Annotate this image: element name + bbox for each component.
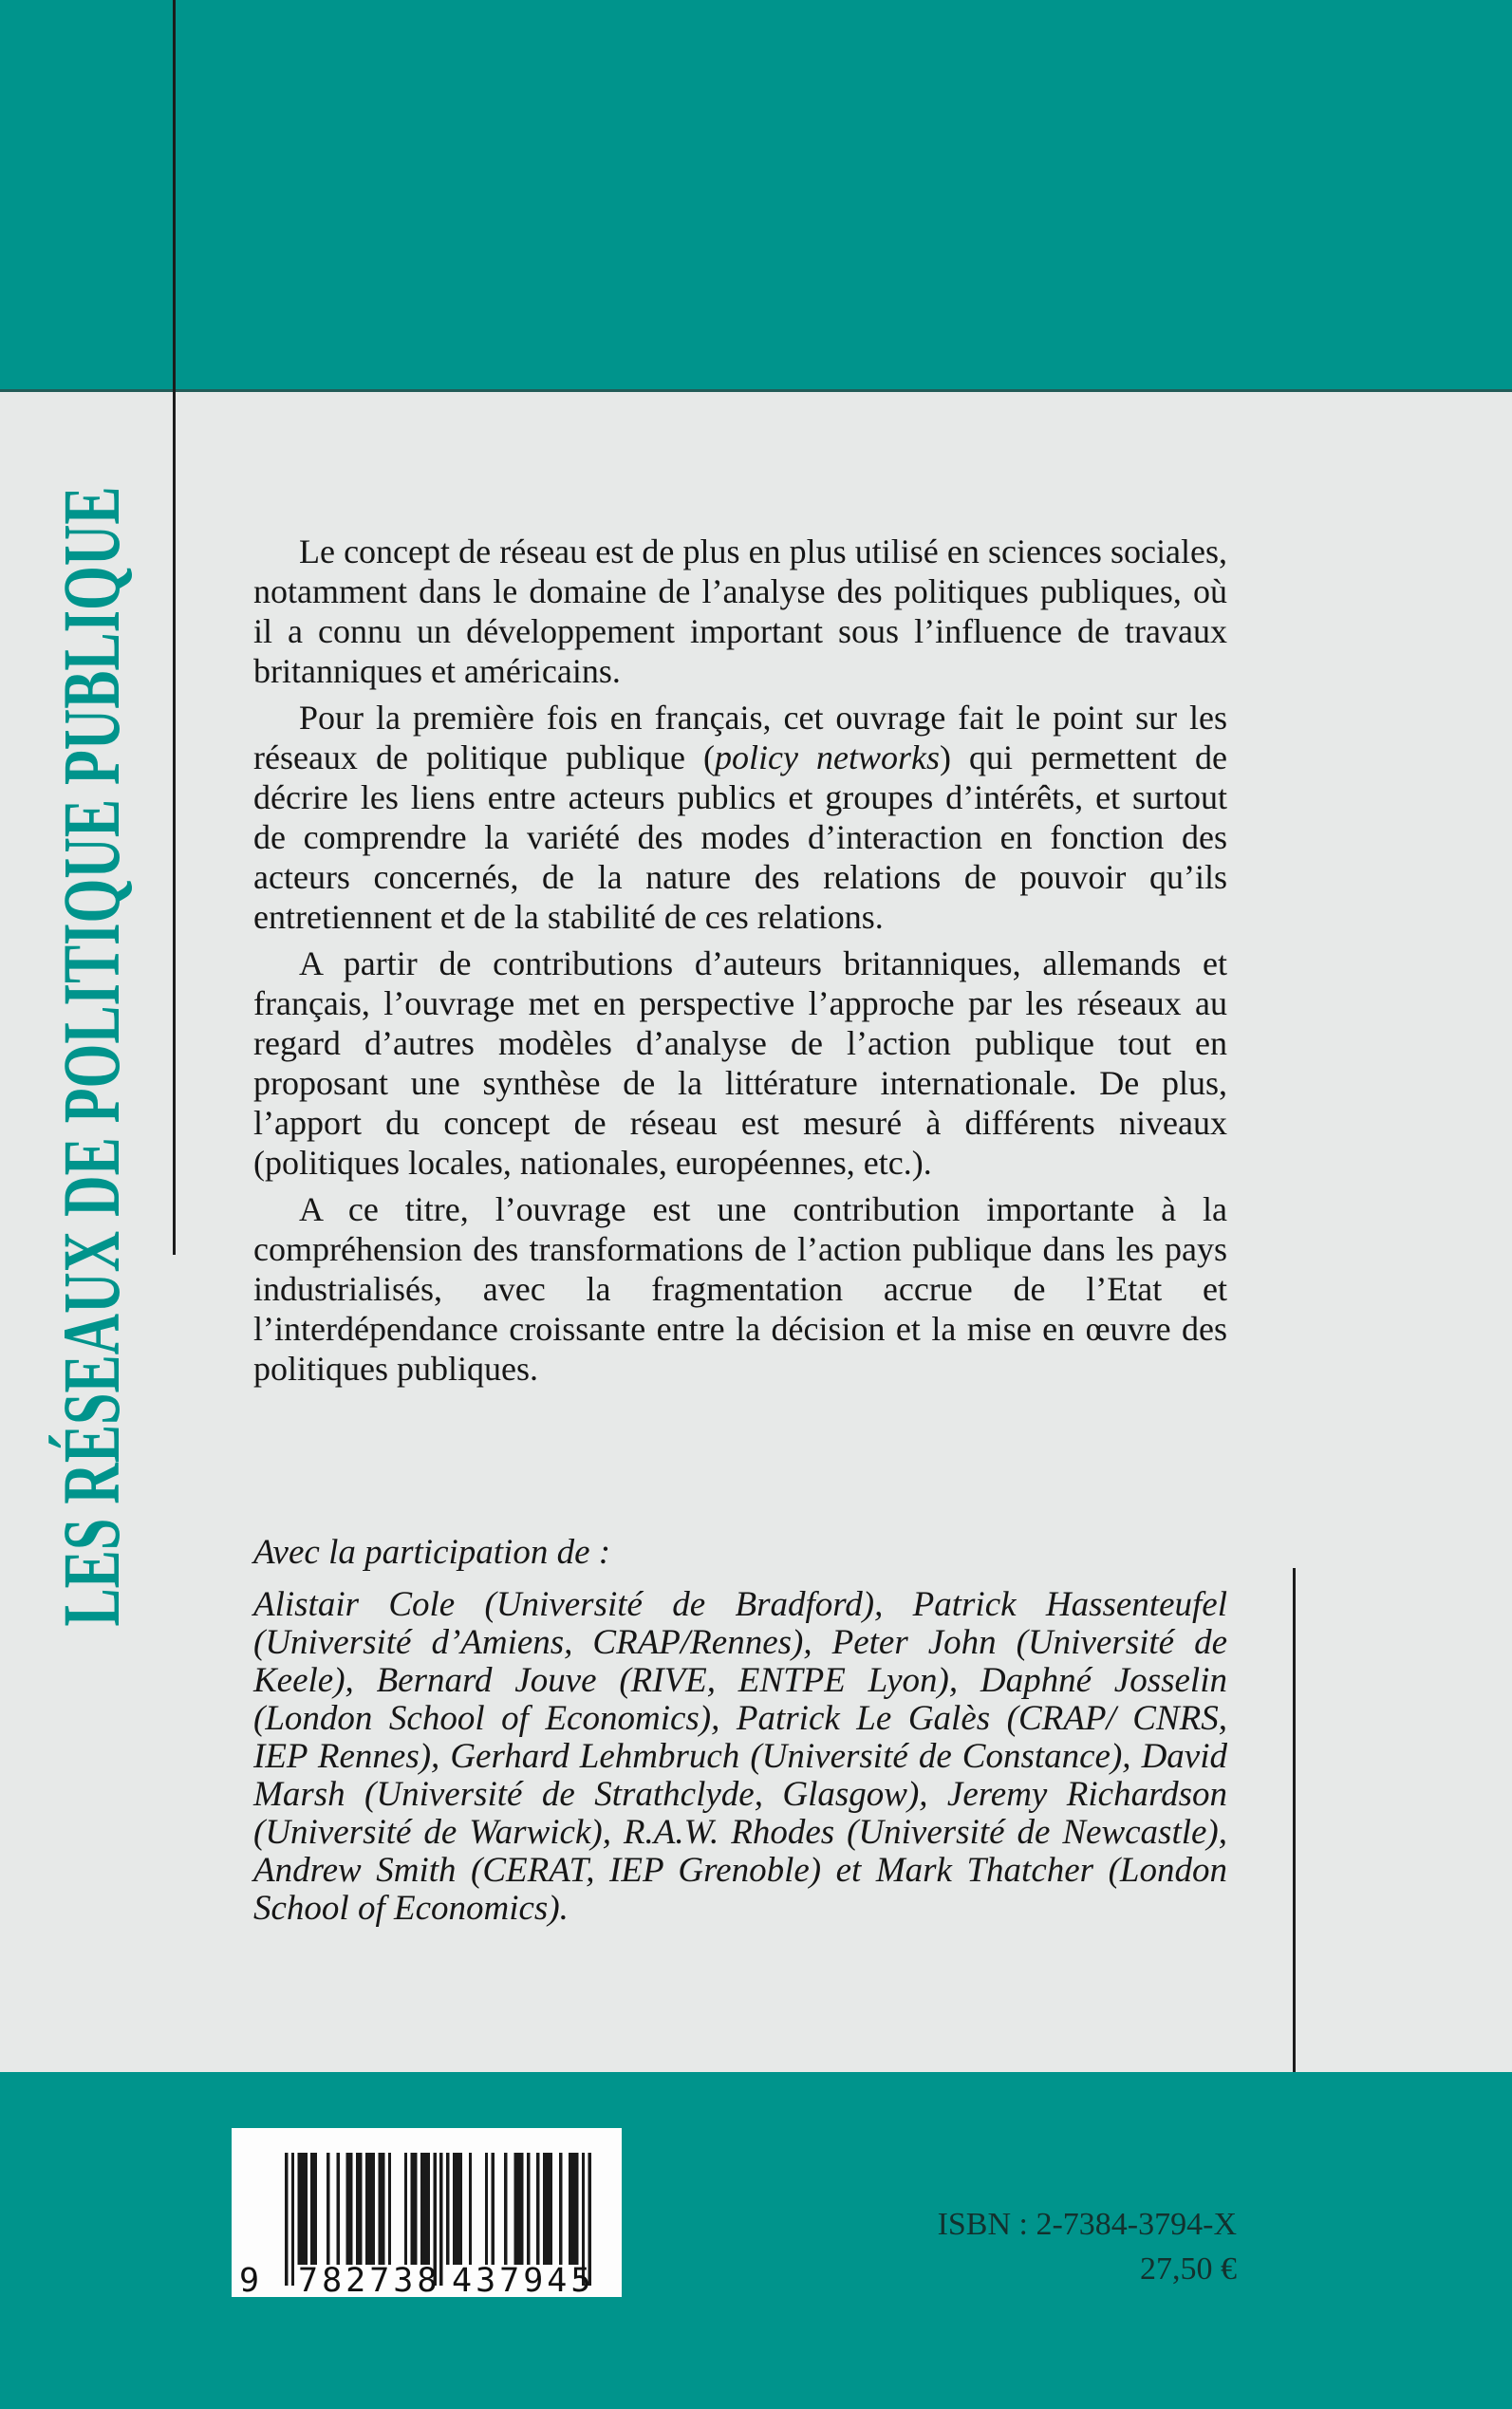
- isbn-text: ISBN : 2-7384-3794-X: [937, 2207, 1237, 2242]
- participants-list: Alistair Cole (Université de Bradford), Patrick Hassenteufel (Université d’Amiens, CRAP/Rennes), Peter John (Université de Keele), Bernard Jouve (RIVE, ENTPE Lyon), Daphné Josselin (London School of Economics), Patrick Le Galès (CRAP/ CNRS, IEP Rennes), Gerhard Lehmbruch (Université de Constance), David Marsh (Université de Strathclyde, Glasgow), Jeremy Richardson (Université de Warwick), R.A.W. Rhodes (Université de Newcastle), Andrew Smith (CERAT, IEP Grenoble) et Mark Thatcher (London School of Economics).: [253, 1585, 1227, 1928]
- paragraph: A ce titre, l’ouvrage est une contribution importante à la compréhension des transformations de l’action publique dans les pays industrialisés, avec la fragmentation accrue de l’Etat et l’interdépendance croissante entre la décision et la mise en œuvre des politiques publiques.: [253, 1190, 1227, 1388]
- top-color-band: [0, 0, 1512, 392]
- barcode-digit-leading: 9: [239, 2262, 260, 2300]
- paragraph: A partir de contributions d’auteurs britanniques, allemands et français, l’ouvrage met en perspective l’approche par les réseaux au regard d’autres modèles d’analyse de l’action publique tout en proposant une synthèse de la littérature internationale. De plus, l’apport du concept de réseau est mesuré à différents niveaux (politiques locales, nationales, européennes, etc.).: [253, 944, 1227, 1182]
- isbn-price-block: [938, 2202, 1237, 2291]
- paragraph: Le concept de réseau est de plus en plus utilisé en sciences sociales, notamment dans le domaine de l’analyse des politiques publiques, où il a connu un développement important sous l’influence de travaux britanniques et américains.: [253, 532, 1227, 690]
- barcode-digits-left: 782738: [298, 2262, 441, 2300]
- bottom-color-band: [0, 2072, 1512, 2409]
- spine-title: LES RÉSEAUX DE POLITIQUE PUBLIQUE: [46, 486, 137, 1627]
- paragraph: Pour la première fois en français, cet ouvrage fait le point sur les réseaux de politique publique (policy networks) qui permettent de décrire les liens entre acteurs publics et groupes d’intérêts, et surtout de comprendre la variété des modes d’interaction en fonction des acteurs concernés, de la nature des relations de pouvoir qu’ils entretiennent et de la stabilité de ces relations.: [253, 699, 1227, 936]
- left-rule: [173, 0, 176, 1255]
- price-text: 27,50 €: [1140, 2251, 1237, 2287]
- back-cover-text: [253, 532, 1227, 1395]
- participation-section: [253, 1533, 1227, 1928]
- barcode: [232, 2128, 622, 2300]
- participation-intro: Avec la participation de :: [253, 1533, 611, 1572]
- barcode-digits-right: 437945: [452, 2262, 595, 2300]
